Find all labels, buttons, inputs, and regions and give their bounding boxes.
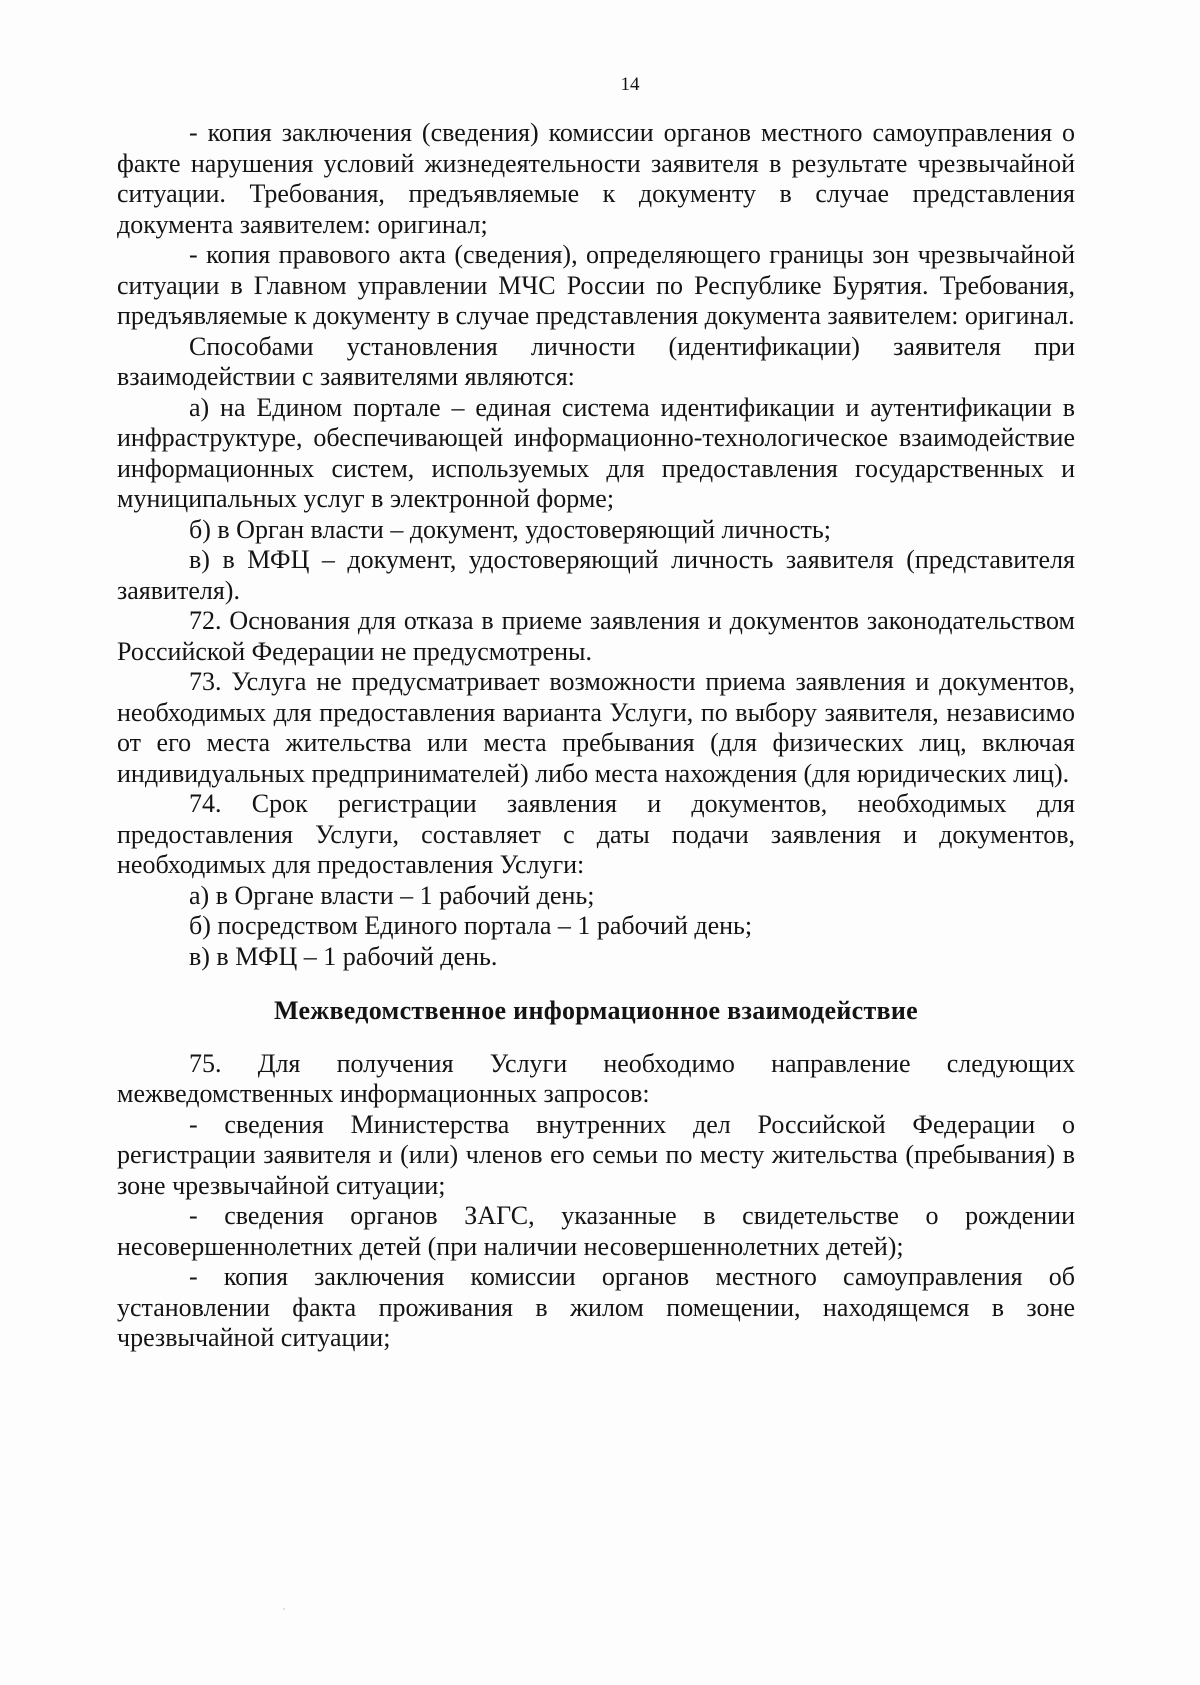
document-body	[117, 118, 1075, 1354]
paragraph-legal-act-copy: - копия правового акта (сведения), определяющего границы зон чрезвычайной ситуации в Главном управлении МЧС России по Республике Бурятия. Требования, предъявляемые к документу в случае представления документа заявителем: оригинал.	[117, 240, 1075, 330]
paragraph-74-item-a: а) в Органе власти – 1 рабочий день;	[189, 880, 595, 910]
paragraph-item-b-authority: б) в Орган власти – документ, удостоверяющий личность;	[189, 514, 831, 544]
paragraph-conclusion-copy: - копия заключения (сведения) комиссии органов местного самоуправления о факте нарушения условий жизнедеятельности заявителя в результате чрезвычайной ситуации. Требования, предъявляемые к документу в случае представления документа заявителем: оригинал;	[117, 118, 1075, 239]
paragraph-74-item-b: б) посредством Единого портала – 1 рабочий день;	[189, 911, 753, 940]
paragraph-73: 73. Услуга не предусматривает возможности приема заявления и документов, необходимых для предоставления варианта Услуги, по выбору заявителя, независимо от его места жительства или места пребывания (для физических лиц, включая индивидуальных предпринимателей) либо места нахождения (для юридических лиц).	[117, 667, 1075, 788]
paragraph-identification-methods: Способами установления личности (идентификации) заявителя при взаимодействии с заявителями являются:	[117, 331, 1075, 391]
page-number: 14	[620, 74, 640, 95]
paragraph-item-c-mfc: в) в МФЦ – документ, удостоверяющий личность заявителя (представителя заявителя).	[117, 545, 1075, 605]
paragraph-75: 75. Для получения Услуги необходимо направление следующих межведомственных информационных запросов:	[117, 1048, 1075, 1108]
paragraph-72: 72. Основания для отказа в приеме заявления и документов законодательством Российской Федерации не предусмотрены.	[117, 606, 1075, 666]
paragraph-75-zags: - сведения органов ЗАГС, указанные в свидетельстве о рождении несовершеннолетних детей (при наличии несовершеннолетних детей);	[117, 1201, 1075, 1261]
paragraph-75-mvd: - сведения Министерства внутренних дел Российской Федерации о регистрации заявителя и (или) членов его семьи по месту жительства (пребывания) в зоне чрезвычайной ситуации;	[117, 1109, 1075, 1200]
paragraph-item-a-portal: а) на Едином портале – единая система идентификации и аутентификации в инфраструктуре, обеспечивающей информационно-технологическое взаимодействие информационных систем, используемых для предоставления государственных и муниципальных услуг в электронной форме;	[117, 392, 1075, 513]
section-heading: Межведомственное информационное взаимодействие	[273, 996, 919, 1025]
paragraph-74: 74. Срок регистрации заявления и документов, необходимых для предоставления Услуги, составляет с даты подачи заявления и документов, необходимых для предоставления Услуги:	[117, 789, 1075, 879]
paragraph-74-item-c: в) в МФЦ – 1 рабочий день.	[189, 941, 498, 971]
paragraph-75-commission: - копия заключения комиссии органов местного самоуправления об установлении факта проживания в жилом помещении, находящемся в зоне чрезвычайной ситуации;	[117, 1262, 1075, 1352]
scan-speck	[283, 1608, 285, 1610]
